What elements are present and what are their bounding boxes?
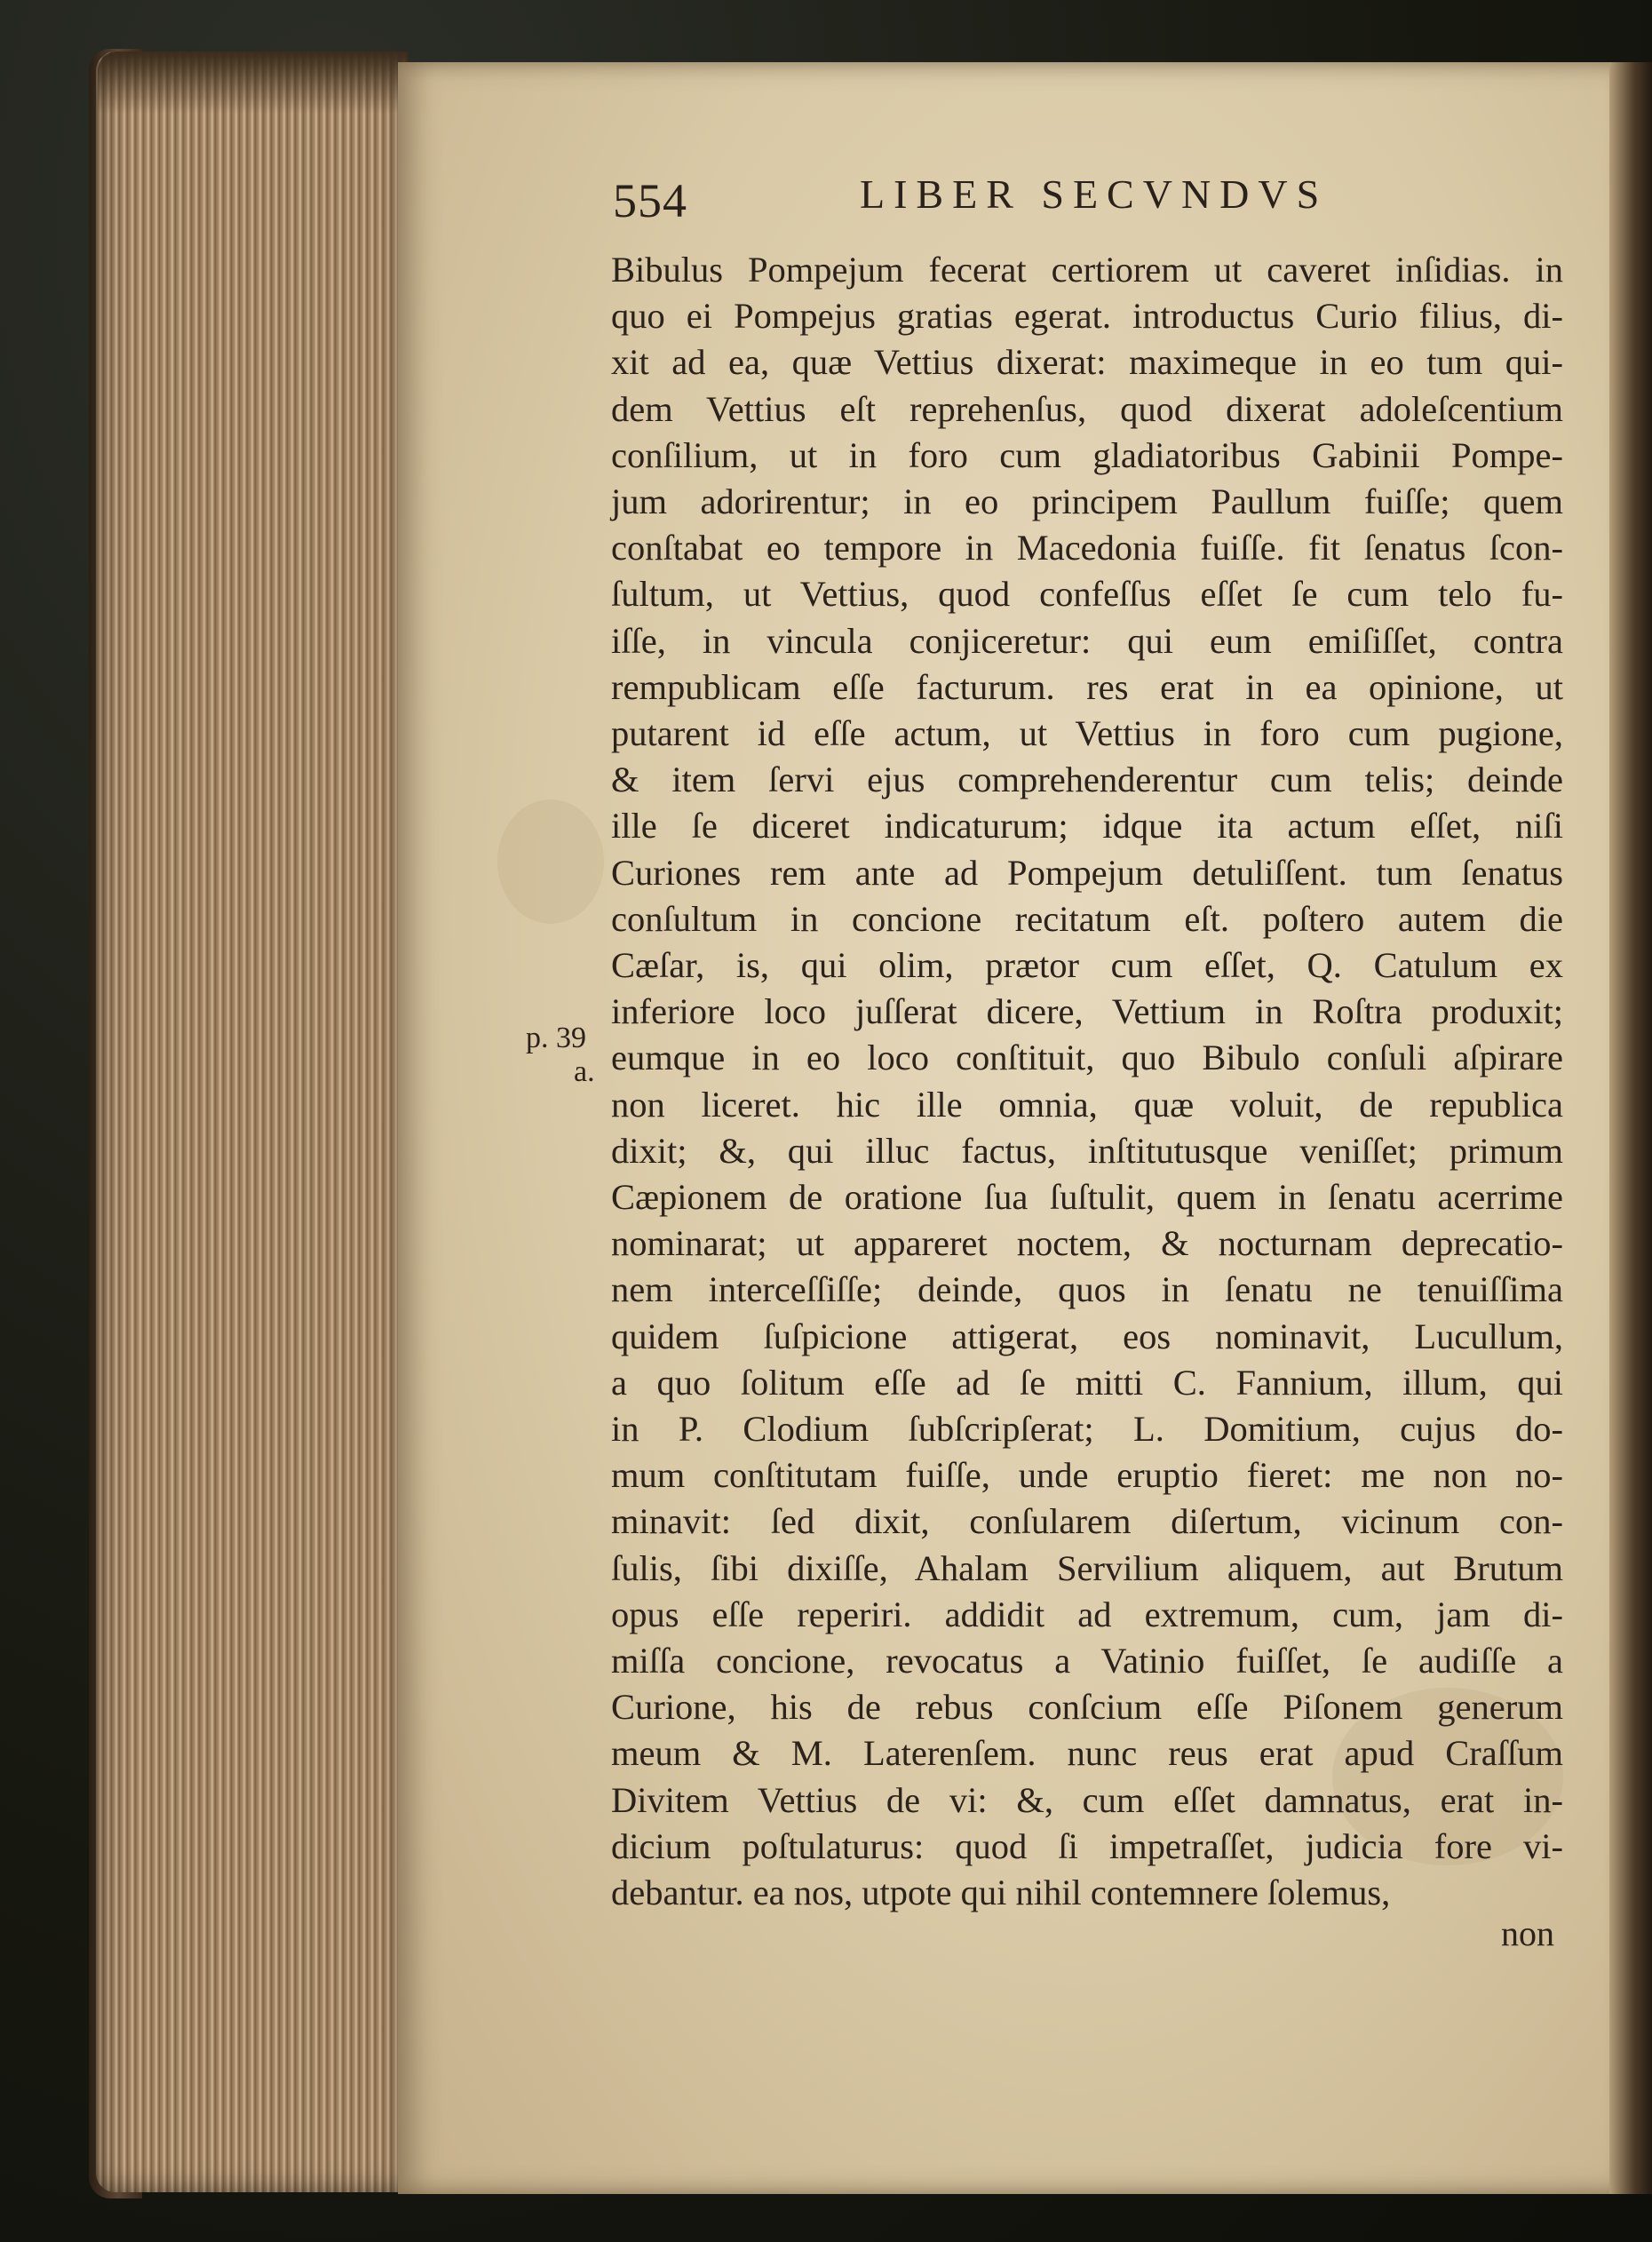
text-line: meum & M. Laterenſem. nunc reus erat apud Craſſum: [611, 1733, 1563, 1774]
text-line: Bibulus Pompejum fecerat certiorem ut caveret inſidias. in: [611, 250, 1563, 290]
text-line: conſilium, ut in foro cum gladiatoribus Gabinii Pompe-: [611, 434, 1563, 475]
text-line: dem Vettius eſt reprehenſus, quod dixerat adoleſcentium: [611, 388, 1563, 429]
margin-reference-sub: a.: [574, 1055, 595, 1088]
page-gutter: [1609, 62, 1652, 2194]
text-line: Curione, his de rebus conſcium eſſe Piſonem generum: [611, 1687, 1563, 1728]
text-line: in P. Clodium ſubſcripſerat; L. Domitium, cujus do-: [611, 1409, 1563, 1449]
text-line: inferiore loco juſſerat dicere, Vettium in Roſtra produxit;: [611, 991, 1563, 1032]
text-line: non liceret. hic ille omnia, quæ voluit, de republica: [611, 1084, 1563, 1125]
text-line: putarent id eſſe actum, ut Vettius in foro cum pugione,: [611, 713, 1563, 753]
text-line: nem interceſſiſſe; deinde, quos in ſenatu ne tenuiſſima: [611, 1269, 1563, 1310]
catchword: non: [1501, 1913, 1554, 1954]
text-line: opus eſſe reperiri. addidit ad extremum, cum, jam di-: [611, 1594, 1563, 1634]
text-line: eumque in eo loco conſtituit, quo Bibulo conſuli aſpirare: [611, 1038, 1563, 1078]
text-line: Curiones rem ante ad Pompejum detuliſſent. tum ſenatus: [611, 852, 1563, 893]
text-line: ille ſe diceret indicaturum; idque ita actum eſſet, niſi: [611, 806, 1563, 847]
text-line: debantur. ea nos, utpote qui nihil contemnere ſolemus,: [611, 1872, 1391, 1912]
text-line: Cæſar, is, qui olim, prætor cum eſſet, Q. Catulum ex: [611, 945, 1563, 985]
text-line: ſulis, ſibi dixiſſe, Ahalam Servilium aliquem, aut Brutum: [611, 1547, 1563, 1588]
text-line: dicium poſtulaturus: quod ſi impetraſſet, judicia fore vi-: [611, 1825, 1563, 1866]
page-edges-shadow: [98, 52, 409, 114]
text-line: jum adorirentur; in eo principem Paullum fuiſſe; quem: [611, 481, 1563, 521]
text-line: iſſe, in vincula conjiceretur: qui eum emiſiſſet, contra: [611, 620, 1563, 661]
text-line: quo ei Pompejus gratias egerat. introductus Curio filius, di-: [611, 296, 1563, 337]
page-edges: [96, 52, 407, 2192]
text-line: ſultum, ut Vettius, quod confeſſus eſſet ſe cum telo fu-: [611, 574, 1563, 615]
text-line: minavit: ſed dixit, conſularem diſertum, vicinum con-: [611, 1501, 1563, 1542]
text-line: conſultum in concione recitatum eſt. poſtero autem die: [611, 898, 1563, 939]
text-line: nominarat; ut appareret noctem, & nocturnam deprecatio-: [611, 1223, 1563, 1264]
text-line: conſtabat eo tempore in Macedonia fuiſſe. fit ſenatus ſcon-: [611, 528, 1563, 568]
text-line: miſſa concione, revocatus a Vatinio fuiſſet, ſe audiſſe a: [611, 1641, 1563, 1681]
text-line: xit ad ea, quæ Vettius dixerat: maximeque in eo tum qui-: [611, 342, 1563, 383]
text-line: & item ſervi ejus comprehenderentur cum telis; deinde: [611, 759, 1563, 800]
page-number: 554: [613, 174, 687, 227]
text-line: a quo ſolitum eſſe ad ſe mitti C. Fannium, illum, qui: [611, 1362, 1563, 1403]
text-line: Cæpionem de oratione ſua ſuſtulit, quem in ſenatu acerrime: [611, 1177, 1563, 1217]
text-line: quidem ſuſpicione attigerat, eos nominavit, Lucullum,: [611, 1316, 1563, 1356]
text-line: mum conſtitutam fuiſſe, unde eruptio fieret: me non no-: [611, 1455, 1563, 1496]
text-line: rempublicam eſſe facturum. res erat in ea opinione, ut: [611, 666, 1563, 707]
text-line: Divitem Vettius de vi: &, cum eſſet damnatus, erat in-: [611, 1779, 1563, 1820]
text-line: dixit; &, qui illuc factus, inſtitutusque veniſſet; primum: [611, 1130, 1563, 1171]
running-title: LIBER SECVNDVS: [860, 171, 1329, 217]
page-stain: [497, 799, 604, 924]
margin-reference: p. 39: [526, 1022, 586, 1054]
